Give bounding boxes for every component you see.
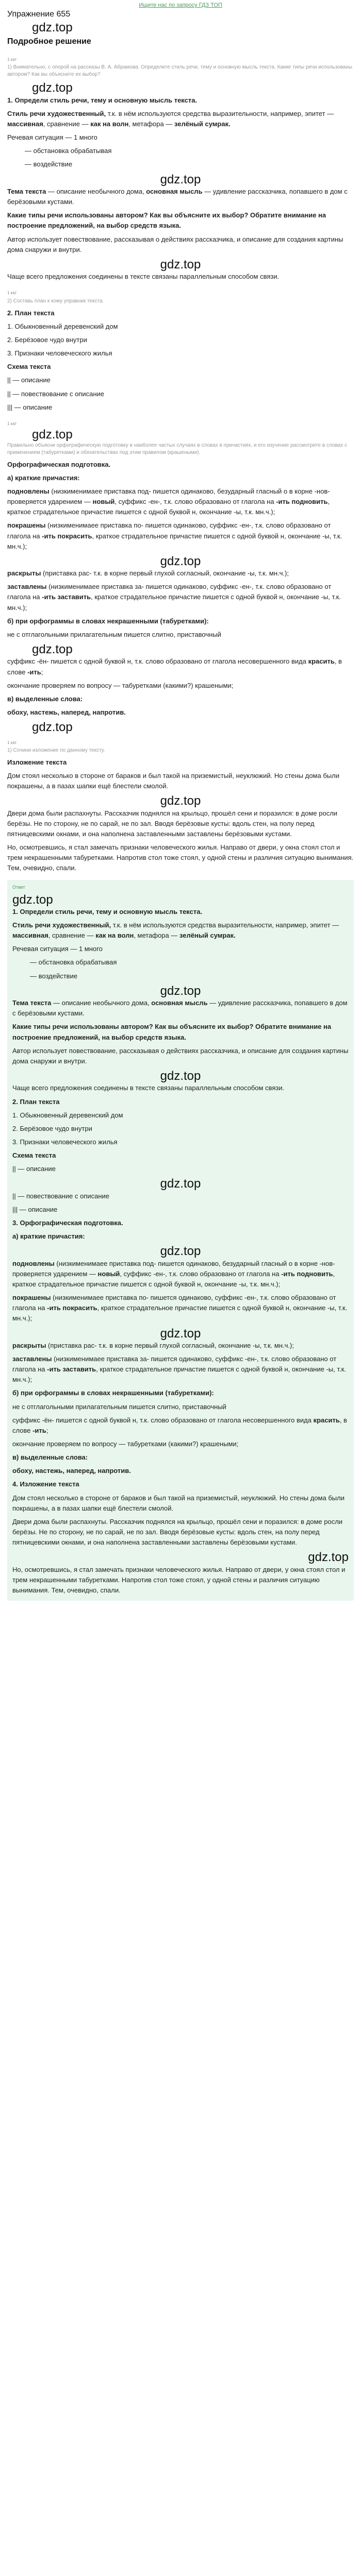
izl-block	[7, 757, 354, 874]
style-paragraph	[7, 109, 354, 129]
bold-term: зелёный сумрак.	[174, 120, 231, 128]
text-span: , в слове	[7, 657, 342, 676]
watermark: gdz.top	[32, 720, 73, 735]
bold-term: массивная	[12, 931, 48, 940]
ortho-title: 3. Орфографическая подготовка.	[12, 1219, 123, 1227]
search-hint	[7, 0, 354, 7]
situation-item: — обстановка обрабатывая	[25, 147, 112, 155]
ortho-item	[12, 1259, 349, 1290]
bold-term: -ить подновить	[276, 498, 328, 506]
situation-item: — воздействие	[25, 160, 73, 168]
bold-term: как на волн	[90, 120, 129, 128]
bold-term: -ить	[32, 1426, 46, 1434]
text-span: , суффикс -ен-, т.к. слово образовано от глагола на	[120, 1269, 282, 1278]
plan-item: 3. Признаки человеческого жилья	[7, 349, 112, 358]
theme-paragraph	[12, 998, 349, 1019]
text-span: (низкименимаее приставка по- пишется одинаково, суффикс -ен-, т.к. слово образовано от глагола на	[12, 1294, 336, 1312]
text-span: , в слове	[12, 1416, 347, 1434]
text-span: (приставка рас- т.к. в корне первый глухой согласный, окончание -ы, т.к. мн.ч.);	[46, 1341, 294, 1349]
plan-item: 1. Обыкновенный деревенский дом	[7, 322, 118, 330]
question-text: Правильно объясни орфографическую подготовку в наиболее частых случаях в словах в причастиях, и его изучение рассмотрите в словах с применением (табуретками) и обязательствах под этим правилом (крашеными).	[7, 442, 347, 455]
text-span: , метафора —	[128, 120, 174, 128]
bold-term: подновлены	[7, 487, 50, 495]
exercise-title: Упражнение 655	[7, 10, 71, 19]
section-title: Подробное решение	[7, 37, 91, 46]
ortho-words: обоху, настежь, наперед, напротив.	[12, 1467, 131, 1475]
ortho-item	[12, 1341, 349, 1351]
watermark: gdz.top	[160, 554, 201, 568]
bold-term: подновлены	[12, 1259, 55, 1267]
ortho-item: окончание проверяем по вопросу — табуретками (какими?) крашеными;	[7, 681, 234, 689]
ortho-block	[7, 460, 354, 718]
bold-term: -ить	[27, 668, 41, 676]
text-span: (низкименимаее приставка за- пишется одинаково, суффикс -ен-, т.к. слово образовано от глагола на	[7, 583, 332, 601]
question-bold: Какие типы речи использованы автором? Как вы объясните их выбор? Обратите внимание на построение предложений, на выбор средств языка.	[12, 1023, 332, 1041]
task-heading: 1. Определи стиль речи, тему и основную мысль текста.	[12, 907, 203, 916]
watermark: gdz.top	[160, 1177, 201, 1191]
text-span: суффикс -ён- пишется с одной буквой н, т.к. слово образовано от глагола несовершенного вида	[7, 657, 308, 666]
bold-term: зелёный сумрак.	[179, 931, 236, 940]
watermark: gdz.top	[308, 1550, 349, 1565]
style-paragraph	[12, 920, 349, 941]
plan-item: 2. Берёзовое чудо внутри	[12, 1124, 92, 1132]
bold-term: новый	[92, 498, 115, 506]
watermark: gdz.top	[32, 428, 73, 442]
bold-term: покрашены	[7, 521, 46, 530]
izl-title: 4. Изложение текста	[12, 1480, 79, 1488]
question-tag: 1 кат	[7, 291, 17, 296]
plan-item: 1. Обыкновенный деревенский дом	[12, 1111, 123, 1119]
bold-term: Тема текста	[12, 999, 52, 1007]
text-span: , сравнение —	[43, 120, 91, 128]
ortho-sub: а) краткие причастия:	[12, 1232, 85, 1241]
ortho-item: не с отглагольными прилагательным пишется слитно, приставочный	[7, 630, 221, 638]
question-text: 2) Составь план к кому управник текста.	[7, 298, 104, 304]
ortho-item	[12, 1354, 349, 1385]
text-span: (низкименимаее приставка по- пишется одинаково, суффикс -ен-, т.к. слово образовано от глагола на	[7, 521, 331, 540]
text-span: — описание необычного дома,	[51, 999, 152, 1007]
ortho-sub: а) краткие причастия:	[7, 473, 80, 482]
ortho-item	[7, 520, 354, 551]
watermark: gdz.top	[160, 1326, 201, 1341]
bold-term: Стиль речи художественный,	[12, 921, 111, 929]
izl-paragraph: Двери дома были распахнуты. Рассказчик поднялся на крыльцо, прошёл сени и поразился: в доме росли берёзы. Не по сторону, не по сарай, не по зал. Вводя берёзовые кусты: вдоль стен, на полу перед пятницевскими окнами, и она наполнена заставленными заставлены берёзовыми кустами.	[7, 809, 338, 838]
question-tag: 1 кат	[7, 421, 17, 426]
watermark: gdz.top	[160, 1244, 201, 1259]
ortho-item	[7, 582, 354, 613]
text-span: (низкименимаее приставка под- пишется одинаково, безударный гласный о в корне -нов- проверяется ударением —	[7, 487, 330, 506]
watermark: gdz.top	[12, 892, 53, 907]
watermark: gdz.top	[160, 794, 201, 808]
text-span: — удивление рассказчика, попавшего в дом с берёзовыми кустами.	[7, 188, 348, 206]
bold-term: -ить заставить	[42, 593, 91, 601]
question-bold: Какие типы речи использованы автором? Как вы объясните их выбор? Обратите внимание на построение предложений, на выбор средств языка.	[7, 211, 326, 230]
text-span: , краткое страдательное причастие пишется с одной буквой н, окончание -ы, т.к. мн.ч.);	[7, 498, 330, 516]
ortho-item: не с отглагольными прилагательным пишется слитно, приставочный	[12, 1402, 226, 1411]
watermark: gdz.top	[32, 20, 73, 35]
situation-item: — воздействие	[30, 972, 78, 980]
ortho-item	[7, 568, 354, 579]
search-hint-link[interactable]: Ищите нас по запросу ГДЗ ТОП	[139, 2, 222, 8]
question-text: 1) Внимательно, с опорой на рассказы В. А. Абрамова. Определите стиль речи, тему и основную мысль текста. Какие типы речи использованы автором? Как вы объясните их выбор?	[7, 64, 353, 78]
answer-paragraph: Чаще всего предложения соединены в тексте связаны параллельным способом связи.	[12, 1084, 285, 1092]
plan-title: 2. План текста	[7, 309, 55, 317]
task-heading: 1. Определи стиль речи, тему и основную мысль текста.	[7, 96, 198, 104]
scheme-item: || — описание	[12, 1165, 56, 1173]
izl-paragraph: Но, осмотревшись, я стал замечать признаки человеческого жилья. Направо от двери, у окна стоял стол и трем некрашенными табуретками. Напротив стол тоже стоял, у одной стены и различия ситуацию вынимания. Тем, очевидно, спали.	[12, 1565, 346, 1594]
answer-box	[7, 880, 354, 1601]
situation-item: — обстановка обрабатывая	[30, 958, 117, 967]
question-tag: 1 кат	[7, 740, 17, 745]
bold-term: покрашены	[12, 1294, 51, 1302]
bold-term: -ить покрасить	[42, 532, 92, 540]
bold-term: основная мысль	[146, 188, 203, 195]
ortho-sub: б) при орфограммы в словах некрашенными (табуретками):	[12, 1389, 214, 1397]
text-span: , суффикс -ен-, т.к. слово образовано от глагола на	[114, 498, 276, 506]
watermark: gdz.top	[160, 1069, 201, 1083]
text-span: т.к. в нём используются средства выразительности, например, эпитет —	[111, 921, 339, 929]
bold-term: заставлены	[7, 583, 47, 591]
izl-title: Изложение текста	[7, 758, 67, 766]
text-span: , краткое страдательное причастие пишется с одной буквой н, окончание -ы, т.к. мн.ч.);	[7, 532, 342, 550]
answer-paragraph: Автор использует повествование, рассказывая о действиях рассказчика, и описание для создания картины дома снаружи и внутри.	[7, 235, 343, 253]
bold-term: -ить покрасить	[47, 1304, 97, 1312]
scheme-title: Схема текста	[7, 363, 51, 371]
bold-term: массивная	[7, 120, 43, 128]
theme-paragraph	[7, 187, 354, 207]
bold-term: основная мысль	[151, 999, 208, 1007]
text-span: суффикс -ён- пишется с одной буквой н, т.к. слово образовано от глагола несовершенного вида	[12, 1416, 314, 1424]
scheme-title: Схема текста	[12, 1151, 56, 1160]
ortho-item	[12, 1293, 349, 1324]
text-span: , краткое страдательное причастие пишется с одной буквой н, окончание -ы, т.к. мн.ч.);	[7, 593, 341, 612]
scheme-item: || — описание	[7, 376, 51, 384]
bold-term: Стиль речи художественный,	[7, 109, 106, 117]
text-span: т.к. в нём используются средства выразительности, например, эпитет —	[106, 109, 334, 117]
speech-situation: Речевая ситуация — 1 много	[7, 133, 97, 142]
ortho-sub: б) при орфограммы в словах некрашенными (табуретками):	[7, 617, 209, 625]
scheme-item: || — повествование с описание	[7, 389, 104, 398]
question-text: 1) Сочини изложение по данному тексту.	[7, 747, 105, 753]
bold-term: раскрыты	[12, 1341, 46, 1349]
text-span: , краткое страдательное причастие пишется с одной буквой н, окончание -ы, т.к. мн.ч.);	[12, 1269, 335, 1288]
bold-term: красить	[308, 657, 335, 666]
bold-term: как на волн	[95, 931, 134, 940]
izl-paragraph: Дом стоял несколько в стороне от бараков и был такой на приземистый, неуклюжий. Но стены дома были покрашены, а в пазах шапки ещё блестели смолой.	[12, 1494, 344, 1512]
watermark: gdz.top	[160, 172, 201, 187]
bold-term: Тема текста	[7, 188, 46, 195]
bold-term: новый	[97, 1269, 120, 1278]
text-span: (низкименимаее приставка за- пишется одинаково, суффикс -ен-, т.к. слово образовано от глагола на	[12, 1355, 337, 1374]
bold-term: -ить подновить	[281, 1269, 333, 1278]
plan-block	[7, 308, 354, 413]
answer-tag: Ответ	[12, 884, 25, 890]
bold-term: заставлены	[12, 1355, 52, 1363]
watermark: gdz.top	[32, 81, 73, 95]
text-span: , сравнение —	[48, 931, 96, 940]
text-span: — удивление рассказчика, попавшего в дом с берёзовыми кустами.	[12, 999, 348, 1018]
izl-paragraph: Двери дома были распахнуты. Рассказчик поднялся на крыльцо, прошёл сени и поразился: в доме росли берёзы. Не по сторону, не по сарай, не по зал. Вводя берёзовые кусты: вдоль стен, на полу перед пятницевскими окнами, и она наполнена заставленными заставлены берёзовыми кустами.	[12, 1517, 343, 1547]
ortho-title: Орфографическая подготовка.	[7, 460, 111, 468]
watermark: gdz.top	[160, 984, 201, 998]
izl-paragraph: Но, осмотревшись, я стал замечать признаки человеческого жилья. Направо от двери, у окна стоял стол и трем некрашенными табуретками. Напротив стол тоже стоял, у одной стены и различия ситуацию вынимания. Тем, очевидно, спали.	[7, 843, 354, 872]
scheme-item: ||| — описание	[12, 1205, 58, 1213]
scheme-item: || — повествование с описание	[12, 1192, 109, 1200]
watermark: gdz.top	[32, 642, 73, 657]
answer-paragraph: Автор использует повествование, рассказывая о действиях рассказчика, и описание для создания картины дома снаружи и внутри.	[12, 1046, 349, 1065]
scheme-item: ||| — описание	[7, 403, 53, 411]
text-span: ;	[46, 1426, 48, 1434]
ortho-item: окончание проверяем по вопросу — табуретками (какими?) крашеными;	[12, 1440, 239, 1448]
text-span: , краткое страдательное причастие пишется с одной буквой н, окончание -ы, т.к. мн.ч.);	[12, 1365, 346, 1384]
izl-paragraph: Дом стоял несколько в стороне от бараков и был такой на приземистый, неуклюжий. Но стены дома были покрашены, а в пазах шапки ещё блестели смолой.	[7, 772, 339, 790]
question-tag: 1 кат	[7, 57, 17, 62]
part1-block	[7, 95, 354, 282]
answer-paragraph: Чаще всего предложения соединены в тексте связаны параллельным способом связи.	[7, 273, 280, 281]
ortho-item	[7, 656, 354, 677]
text-span: — описание необычного дома,	[46, 188, 146, 195]
plan-title: 2. План текста	[12, 1097, 60, 1106]
ortho-item	[7, 486, 354, 517]
text-span: (низкименимаее приставка под- пишется одинаково, безударный гласный о в корне -нов- проверяется ударением —	[12, 1259, 335, 1278]
ortho-sub: в) выделенные слова:	[7, 694, 83, 703]
bold-term: красить	[313, 1416, 340, 1424]
watermark: gdz.top	[160, 257, 201, 272]
ortho-words: обоху, настежь, наперед, напротив.	[7, 708, 126, 716]
bold-term: раскрыты	[7, 569, 41, 578]
ortho-item	[12, 1415, 349, 1436]
text-span: (приставка рас- т.к. в корне первый глухой согласный, окончание -ы, т.к. мн.ч.);	[41, 569, 289, 578]
text-span: ;	[41, 668, 43, 676]
text-span: , метафора —	[134, 931, 179, 940]
plan-item: 2. Берёзовое чудо внутри	[7, 336, 87, 344]
text-span: , краткое страдательное причастие пишется с одной буквой н, окончание -ы, т.к. мн.ч.);	[12, 1304, 348, 1323]
bold-term: -ить заставить	[47, 1365, 96, 1374]
plan-item: 3. Признаки человеческого жилья	[12, 1138, 118, 1146]
speech-situation: Речевая ситуация — 1 много	[12, 945, 103, 953]
ortho-sub: в) выделенные слова:	[12, 1453, 88, 1462]
